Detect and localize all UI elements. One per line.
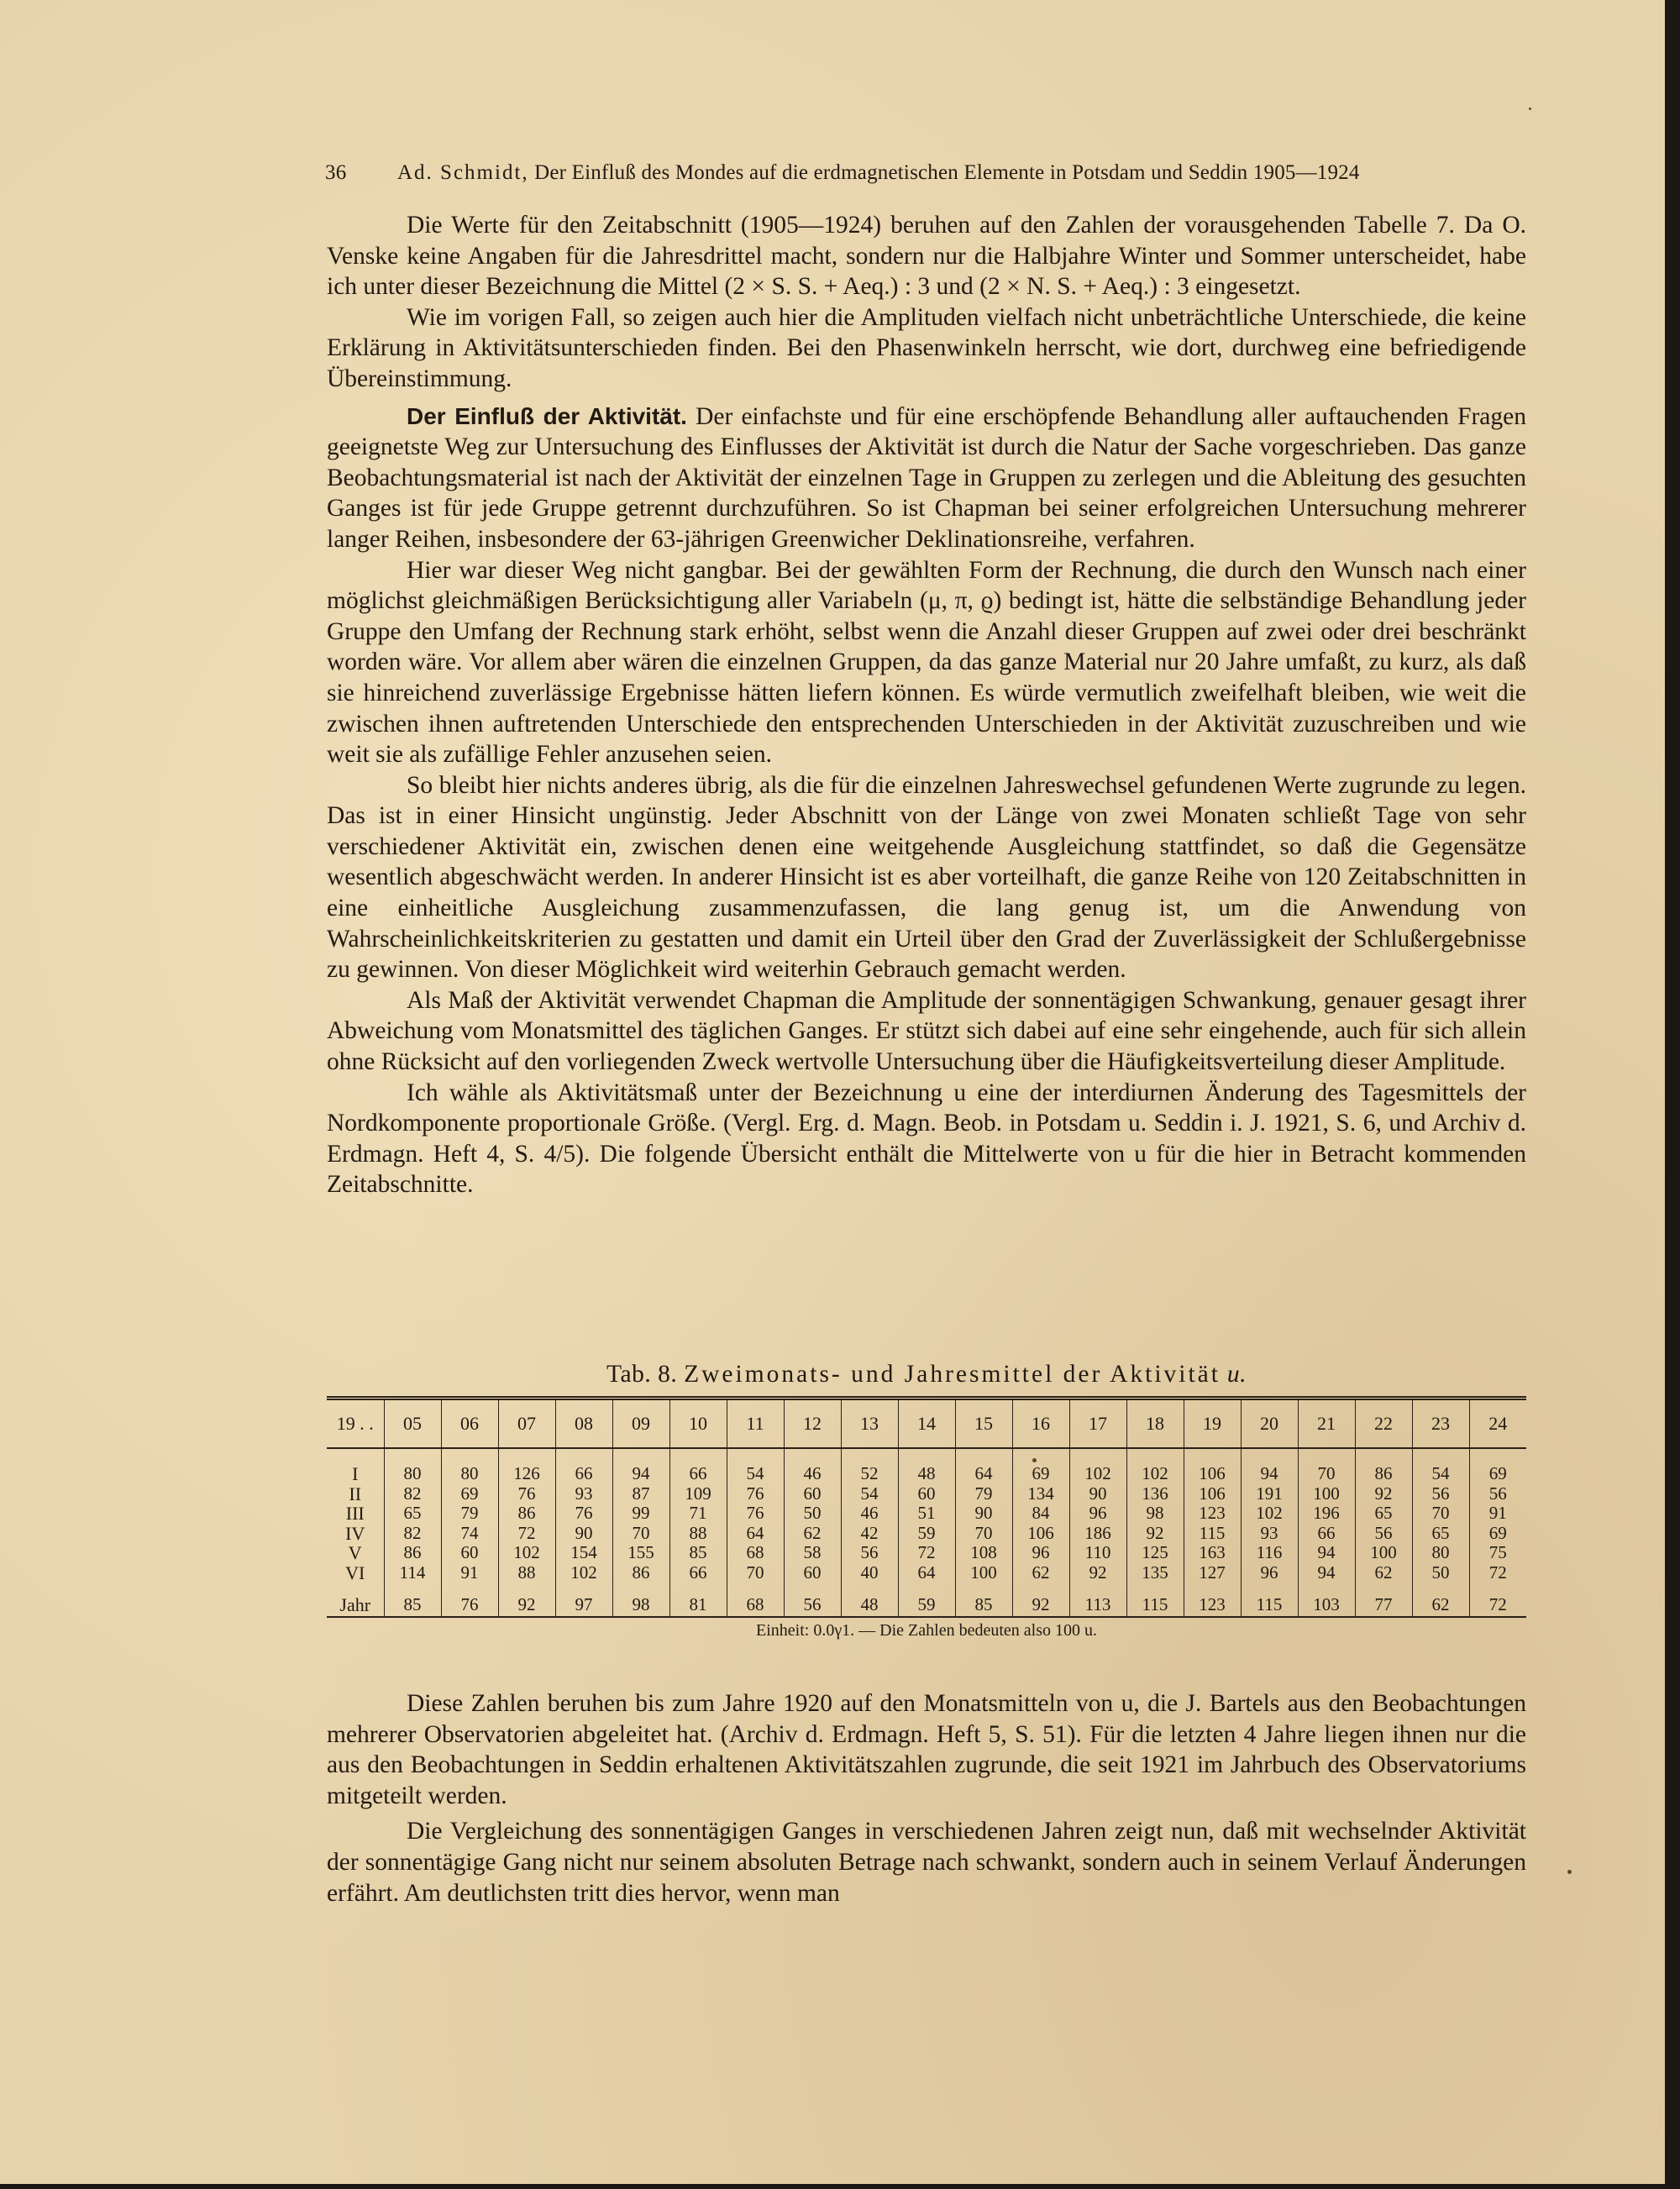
table-cell: 65	[1412, 1524, 1469, 1544]
spacer-cell	[955, 1448, 1012, 1464]
table-cell: 62	[1412, 1594, 1469, 1617]
year-header-22: 22	[1355, 1400, 1412, 1448]
paragraph: Die Werte für den Zeitabschnitt (1905—1924) beruhen auf den Zahlen der vorausgehenden Tabelle 7. Da O. Venske keine Angaben für die Jahresdrittel macht, sondern nur die Halbjahre Winter und Sommer unterscheidet, habe ich unter dieser Bezeichnung die Mittel (2 × S. S. + Aeq.) : 3 und (2 × N. S. + Aeq.) : 3 eingesetzt.	[327, 212, 1526, 301]
table-cell: 70	[1298, 1464, 1355, 1484]
spacer-cell	[727, 1448, 784, 1464]
table-cell: 68	[727, 1543, 784, 1563]
spacer-cell	[384, 1448, 441, 1464]
table-cell: 70	[955, 1524, 1012, 1544]
table-cell: 102	[1126, 1464, 1184, 1484]
table-cell: 86	[498, 1504, 555, 1524]
table-cell: 109	[669, 1484, 727, 1504]
table-cell: 46	[784, 1464, 841, 1484]
table-cell: 92	[1355, 1484, 1412, 1504]
table-cell: 56	[841, 1543, 898, 1563]
row-label: Jahr	[327, 1594, 384, 1617]
table-cell: 59	[898, 1524, 955, 1544]
table-cell: 102	[1241, 1504, 1298, 1524]
table-cell: 154	[555, 1543, 612, 1563]
table-cell: 99	[612, 1504, 669, 1524]
table-cell: 40	[841, 1563, 898, 1583]
spacer-cell	[1012, 1583, 1069, 1594]
table-cell: 58	[784, 1543, 841, 1563]
table-cell: 115	[1184, 1524, 1241, 1544]
table-cell: 186	[1069, 1524, 1126, 1544]
spacer-cell	[1412, 1448, 1469, 1464]
table-cell: 116	[1241, 1543, 1298, 1563]
table-cell: 60	[898, 1484, 955, 1504]
table-cell: 54	[1412, 1464, 1469, 1484]
table-cell: 115	[1241, 1594, 1298, 1617]
spacer-cell	[1184, 1448, 1241, 1464]
spacer-cell	[612, 1583, 669, 1594]
row-label: V	[348, 1542, 362, 1563]
table-cell: 106	[1184, 1464, 1241, 1484]
table-cell: 136	[1126, 1484, 1184, 1504]
table-body	[327, 1448, 1526, 1617]
spacer-cell	[669, 1448, 727, 1464]
table-cell: 85	[955, 1594, 1012, 1617]
corner-label: 19 . .	[327, 1400, 384, 1448]
table-cell: 110	[1069, 1543, 1126, 1563]
table-title: Zweimonats- und Jahresmittel der Aktivität	[684, 1361, 1221, 1388]
spacer-cell	[498, 1448, 555, 1464]
table-cell: 52	[841, 1464, 898, 1484]
table-cell: 76	[441, 1594, 498, 1617]
spacer-cell	[955, 1583, 1012, 1594]
spacer-cell	[1355, 1583, 1412, 1594]
table-cell: 98	[612, 1594, 669, 1617]
table-cell: 42	[841, 1524, 898, 1544]
table-cell: 70	[612, 1524, 669, 1544]
table-cell: 106	[1012, 1524, 1069, 1544]
table-row	[327, 1464, 1526, 1484]
table-cell: 48	[898, 1464, 955, 1484]
year-header-12: 12	[784, 1400, 841, 1448]
table-cell: 93	[1241, 1524, 1298, 1544]
paragraph: So bleibt hier nichts anderes übrig, als die für die einzelnen Jahreswechsel gefundenen Werte zugrunde zu legen. Das ist in einer Hinsicht ungünstig. Jeder Abschnitt von der Länge von zwei Monaten schließt Tage von sehr verschiedener Aktivität ein, zwischen denen eine weitgehende Ausgleichung stattfindet, so daß die Gegensätze wesentlich abgeschwächt werden. In anderer Hinsicht ist es aber vorteilhaft, die ganze Reihe von 120 Zeitabschnitten in eine einheitliche Ausgleichung zusammenzufassen, die lang genug ist, um die Anwendung von Wahrscheinlichkeitskriterien zu gestatten und damit ein Urteil über den Grad der Zuverlässigkeit der Schlußergebnisse zu gewinnen. Von dieser Möglichkeit wird weiterhin Gebrauch gemacht werden.	[327, 771, 1526, 984]
table-cell: 66	[669, 1563, 727, 1583]
table-cell: 100	[1355, 1543, 1412, 1563]
spacer-cell	[1469, 1448, 1526, 1464]
year-header-13: 13	[841, 1400, 898, 1448]
table-cell: 51	[898, 1504, 955, 1524]
table-cell: 50	[1412, 1563, 1469, 1583]
table-cell: 70	[727, 1563, 784, 1583]
table-cell: 92	[1126, 1524, 1184, 1544]
spacer-cell	[727, 1583, 784, 1594]
spacer-cell	[327, 1448, 384, 1464]
table-cell: 69	[1012, 1464, 1069, 1484]
table-cell: 77	[1355, 1594, 1412, 1617]
table-cell: 87	[612, 1484, 669, 1504]
year-header-24: 24	[1469, 1400, 1526, 1448]
table-cell: 163	[1184, 1543, 1241, 1563]
year-header-19: 19	[1184, 1400, 1241, 1448]
table-cell: 85	[669, 1543, 727, 1563]
table-cell: 64	[955, 1464, 1012, 1484]
year-header-06: 06	[441, 1400, 498, 1448]
paragraph: Wie im vorigen Fall, so zeigen auch hier die Amplituden vielfach nicht unbeträchtliche Unterschiede, die keine Erklärung in Aktivitätsunterschieden finden. Bei den Phasenwinkeln herrscht, wie dort, durchweg eine befriedigende Übereinstimmung.	[327, 303, 1526, 392]
spacer-cell	[441, 1583, 498, 1594]
spacer-cell	[898, 1583, 955, 1594]
year-header-07: 07	[498, 1400, 555, 1448]
year-header-21: 21	[1298, 1400, 1355, 1448]
table-cell: 90	[955, 1504, 1012, 1524]
table-row	[327, 1504, 1526, 1524]
table-cell: 114	[384, 1563, 441, 1583]
spacer-cell	[1298, 1583, 1355, 1594]
table-cell: 59	[898, 1594, 955, 1617]
year-header-16: 16	[1012, 1400, 1069, 1448]
table-cell: 102	[1069, 1464, 1126, 1484]
table-cell: 54	[841, 1484, 898, 1504]
table-cell: 72	[898, 1543, 955, 1563]
spacer-cell	[1184, 1583, 1241, 1594]
table-cell: 56	[1469, 1484, 1526, 1504]
table-cell: 62	[1355, 1563, 1412, 1583]
paragraph: Diese Zahlen beruhen bis zum Jahre 1920 auf den Monatsmitteln von u, die J. Bartels aus den Beobachtungen mehrerer Observatorien abgeleitet hat. (Archiv d. Erdmagn. Heft 5, S. 51). Für die letzten 4 Jahre liegen ihnen nur die aus den Beobachtungen in Seddin erhaltenen Aktivitätszahlen zugrunde, die seit 1921 im Jahrbuch des Observatoriums mitgeteilt werden.	[327, 1690, 1526, 1809]
table-cell: 92	[1069, 1563, 1126, 1583]
table-cell: 86	[612, 1563, 669, 1583]
table-cell: 113	[1069, 1594, 1126, 1617]
spacer-cell	[784, 1448, 841, 1464]
spacer-cell	[1412, 1583, 1469, 1594]
row-label: III	[345, 1503, 365, 1524]
table-cell: 82	[384, 1484, 441, 1504]
spacer-cell	[1012, 1448, 1069, 1464]
paper-speck	[1567, 1870, 1572, 1874]
year-header-23: 23	[1412, 1400, 1469, 1448]
table-row	[327, 1484, 1526, 1504]
table-cell: 79	[955, 1484, 1012, 1504]
annual-row	[327, 1594, 1526, 1617]
row-label: VI	[345, 1562, 365, 1583]
table-cell: 60	[441, 1543, 498, 1563]
table-cell: 94	[1241, 1464, 1298, 1484]
spacer-cell	[784, 1583, 841, 1594]
table-row	[327, 1524, 1526, 1544]
year-header-05: 05	[384, 1400, 441, 1448]
table-cell: 76	[727, 1484, 784, 1504]
spacer-cell	[384, 1583, 441, 1594]
year-header-18: 18	[1126, 1400, 1184, 1448]
table-cell: 155	[612, 1543, 669, 1563]
table-cell: 60	[784, 1563, 841, 1583]
main-text	[327, 210, 1526, 1200]
table-cell: 115	[1126, 1594, 1184, 1617]
table-row	[327, 1563, 1526, 1583]
table-cell: 94	[1298, 1543, 1355, 1563]
table-cell: 56	[784, 1594, 841, 1617]
spacer-cell	[1298, 1448, 1355, 1464]
row-label: I	[352, 1463, 359, 1484]
table-cell: 56	[1412, 1484, 1469, 1504]
table-cell: 46	[841, 1504, 898, 1524]
table-caption	[327, 1361, 1526, 1388]
paragraph: Die Vergleichung des sonnentägigen Ganges in verschiedenen Jahren zeigt nun, daß mit wechselnder Aktivität der sonnentägige Gang nicht nur seinem absoluten Betrage nach schwankt, sondern auch in seinem Verlauf Änderungen erfährt. Am deutlichsten tritt dies hervor, wenn man	[327, 1818, 1526, 1907]
year-header-09: 09	[612, 1400, 669, 1448]
table-cell: 135	[1126, 1563, 1184, 1583]
table-cell: 85	[384, 1594, 441, 1617]
table-cell: 80	[384, 1464, 441, 1484]
table-cell: 72	[1469, 1594, 1526, 1617]
table-cell: 123	[1184, 1594, 1241, 1617]
paragraph	[327, 402, 1526, 555]
table-cell: 90	[555, 1524, 612, 1544]
table-cell: 106	[1184, 1484, 1241, 1504]
spacer-cell	[1126, 1583, 1184, 1594]
table-cell: 56	[1355, 1524, 1412, 1544]
spacer-cell	[1126, 1448, 1184, 1464]
table-cell: 98	[1126, 1504, 1184, 1524]
table-cell: 79	[441, 1504, 498, 1524]
table-cell: 108	[955, 1543, 1012, 1563]
page-number: 36	[325, 161, 347, 184]
table-row	[327, 1543, 1526, 1563]
table-header-row	[327, 1400, 1526, 1448]
table-cell: 66	[669, 1464, 727, 1484]
table-cell: 91	[1469, 1504, 1526, 1524]
spacer-cell	[898, 1448, 955, 1464]
spacer-cell	[841, 1448, 898, 1464]
paper-speck	[1529, 108, 1531, 110]
table-cell: 100	[955, 1563, 1012, 1583]
table-spacer-row	[327, 1583, 1526, 1594]
table-cell: 66	[555, 1464, 612, 1484]
spacer-cell	[555, 1448, 612, 1464]
year-header-15: 15	[955, 1400, 1012, 1448]
spacer-cell	[441, 1448, 498, 1464]
table-cell: 74	[441, 1524, 498, 1544]
table-cell: 86	[1355, 1464, 1412, 1484]
table-cell: 97	[555, 1594, 612, 1617]
table-cell: 71	[669, 1504, 727, 1524]
table-cell: 88	[669, 1524, 727, 1544]
table-cell: 88	[498, 1563, 555, 1583]
table-cell: 94	[612, 1464, 669, 1484]
table-cell: 76	[727, 1504, 784, 1524]
table-cell: 84	[1012, 1504, 1069, 1524]
spacer-cell	[612, 1448, 669, 1464]
table-cell: 86	[384, 1543, 441, 1563]
spacer-cell	[1069, 1583, 1126, 1594]
table-cell: 69	[1469, 1524, 1526, 1544]
year-header-20: 20	[1241, 1400, 1298, 1448]
table-cell: 96	[1012, 1543, 1069, 1563]
spacer-cell	[1469, 1583, 1526, 1594]
table-cell: 94	[1298, 1563, 1355, 1583]
spacer-cell	[841, 1583, 898, 1594]
table-cell: 91	[441, 1563, 498, 1583]
year-header-17: 17	[1069, 1400, 1126, 1448]
table-cell: 134	[1012, 1484, 1069, 1504]
paragraph: Hier war dieser Weg nicht gangbar. Bei der gewählten Form der Rechnung, die durch den Wunsch nach einer möglichst gleichmäßigen Berücksichtigung aller Variabeln (μ, π, ϱ) bedingt ist, hätte die selbständige Behandlung jeder Gruppe den Umfang der Rechnung stark erhöht, selbst wenn die Anzahl dieser Gruppen auf zwei oder drei beschränkt worden wäre. Vor allem aber wären die einzelnen Gruppen, da das ganze Material nur 20 Jahre umfaßt, zu kurz, als daß sie hinreichend zuverlässige Ergebnisse hätten liefern können. Es würde vermutlich zweifelhaft bleiben, wie weit die zwischen ihnen auftretenden Unterschiede den entsprechenden Unterschieden in der Aktivität zuzuschreiben und wie weit sie als zufällige Fehler anzusehen seien.	[327, 556, 1526, 769]
table-cell: 102	[555, 1563, 612, 1583]
table-cell: 70	[1412, 1504, 1469, 1524]
table-cell: 125	[1126, 1543, 1184, 1563]
table-cell: 102	[498, 1543, 555, 1563]
table-cell: 62	[784, 1524, 841, 1544]
activity-table	[327, 1396, 1526, 1640]
year-header-08: 08	[555, 1400, 612, 1448]
row-label: IV	[345, 1522, 365, 1544]
table-cell: 69	[441, 1484, 498, 1504]
table-cell: 92	[1012, 1594, 1069, 1617]
table-cell: 81	[669, 1594, 727, 1617]
table-cell: 64	[727, 1524, 784, 1544]
table-cell: 72	[498, 1524, 555, 1544]
table-cell: 126	[498, 1464, 555, 1484]
table-cell: 50	[784, 1504, 841, 1524]
spacer-cell	[1069, 1448, 1126, 1464]
table-cell: 75	[1469, 1543, 1526, 1563]
paragraph: Als Maß der Aktivität verwendet Chapman die Amplitude der sonnentägigen Schwankung, genauer gesagt ihrer Abweichung vom Monatsmittel des täglichen Ganges. Er stützt sich dabei auf eine sehr eingehende, auch für sich allein ohne Rücksicht auf den vorliegenden Zweck wertvolle Untersuchung über die Häufigkeitsverteilung dieser Amplitude.	[327, 986, 1526, 1076]
table-cell: 62	[1012, 1563, 1069, 1583]
table-cell: 191	[1241, 1484, 1298, 1504]
section-heading: Der Einfluß der Aktivität.	[407, 402, 687, 429]
table-cell: 65	[1355, 1504, 1412, 1524]
table-cell: 68	[727, 1594, 784, 1617]
table-cell: 90	[1069, 1484, 1126, 1504]
table-spacer-row	[327, 1448, 1526, 1464]
paper-speck	[1032, 1458, 1037, 1462]
spacer-cell	[327, 1583, 384, 1594]
running-head	[325, 161, 1442, 195]
header-author: Ad. Schmidt,	[397, 161, 529, 184]
table-cell: 76	[498, 1484, 555, 1504]
table-cell: 65	[384, 1504, 441, 1524]
table-cell: 100	[1298, 1484, 1355, 1504]
table-cell: 66	[1298, 1524, 1355, 1544]
year-header-11: 11	[727, 1400, 784, 1448]
table-cell: 60	[784, 1484, 841, 1504]
paragraph: Ich wähle als Aktivitätsmaß unter der Bezeichnung u eine der interdiurnen Änderung des Tagesmittels der Nordkomponente proportionale Größe. (Vergl. Erg. d. Magn. Beob. in Potsdam u. Seddin i. J. 1921, S. 6, und Archiv d. Erdmagn. Heft 4, S. 4/5). Die folgende Übersicht enthält die Mittelwerte von u für die hier in Betracht kommenden Zeitabschnitte.	[327, 1079, 1526, 1199]
paragraph-text: Der einfachste und für eine erschöpfende Behandlung aller auftauchenden Fragen geeignetste Weg zur Untersuchung des Einflusses der Aktivität ist durch die Natur der Sache vorgeschrieben. Das ganze Beobachtungsmaterial ist nach der Aktivität der einzelnen Tage in Gruppen zu zerlegen und die Ableitung des gesuchten Ganges ist für jede Gruppe getrennt durchzuführen. So ist Chapman bei seiner erfolgreichen Untersuchung mehrerer langer Reihen, insbesondere der 63-jährigen Greenwicher Deklinationsreihe, verfahren.	[327, 402, 1526, 553]
table-cell: 80	[441, 1464, 498, 1484]
row-label: II	[349, 1483, 362, 1504]
spacer-cell	[498, 1583, 555, 1594]
header-title: Der Einfluß des Mondes auf die erdmagnetischen Elemente in Potsdam und Seddin 1905—1924	[534, 161, 1360, 184]
table-cell: 69	[1469, 1464, 1526, 1484]
table-cell: 82	[384, 1524, 441, 1544]
table-cell: 54	[727, 1464, 784, 1484]
table-symbol: u.	[1226, 1361, 1247, 1388]
table-cell: 48	[841, 1594, 898, 1617]
year-header-14: 14	[898, 1400, 955, 1448]
table-cell: 76	[555, 1504, 612, 1524]
spacer-cell	[1241, 1583, 1298, 1594]
table-cell: 196	[1298, 1504, 1355, 1524]
table-cell: 93	[555, 1484, 612, 1504]
table-label: Tab. 8.	[606, 1361, 678, 1388]
table-cell: 127	[1184, 1563, 1241, 1583]
spacer-cell	[1355, 1448, 1412, 1464]
table-cell: 64	[898, 1563, 955, 1583]
table-cell: 92	[498, 1594, 555, 1617]
spacer-cell	[669, 1583, 727, 1594]
table-footnote: Einheit: 0.0γ1. — Die Zahlen bedeuten also 100 u.	[756, 1621, 1097, 1640]
continued-text	[327, 1688, 1526, 1908]
table-cell: 96	[1069, 1504, 1126, 1524]
year-header-10: 10	[669, 1400, 727, 1448]
table-cell: 80	[1412, 1543, 1469, 1563]
table-cell: 72	[1469, 1563, 1526, 1583]
table-cell: 96	[1241, 1563, 1298, 1583]
table-cell: 123	[1184, 1504, 1241, 1524]
data-table	[327, 1400, 1526, 1618]
spacer-cell	[555, 1583, 612, 1594]
table-cell: 103	[1298, 1594, 1355, 1617]
spacer-cell	[1241, 1448, 1298, 1464]
